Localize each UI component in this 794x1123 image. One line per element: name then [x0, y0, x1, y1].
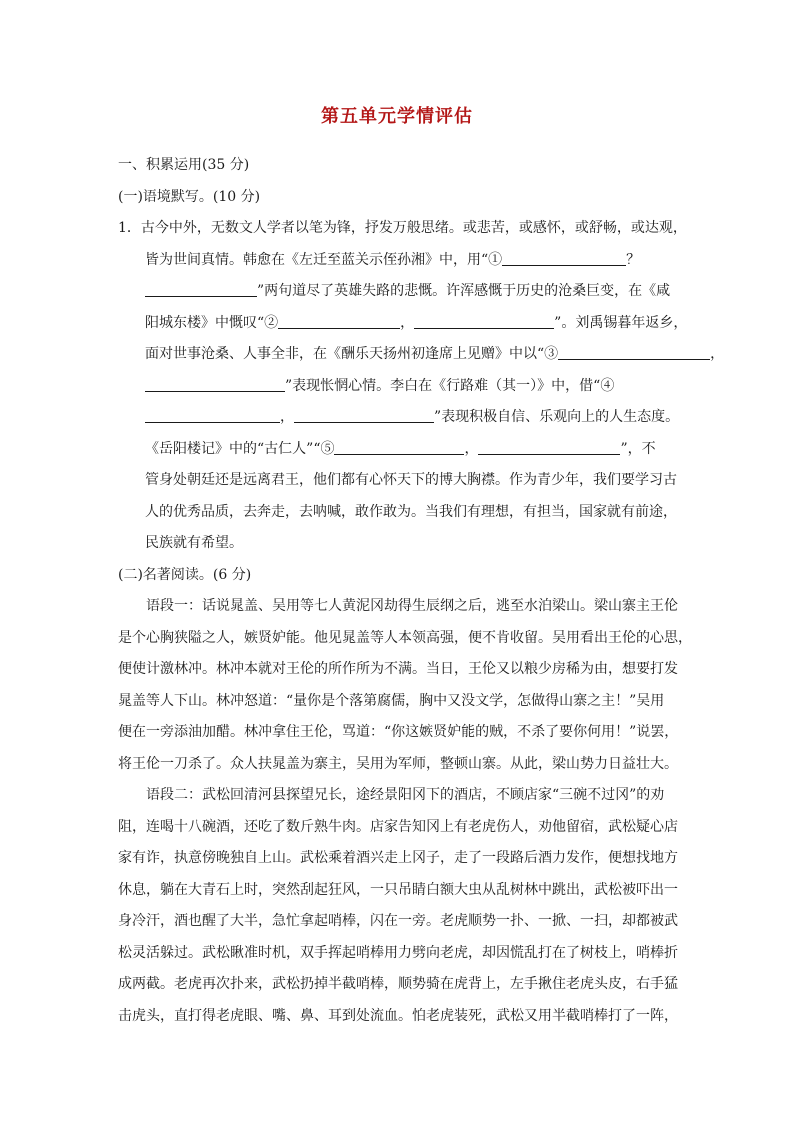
- answer-blank[interactable]: [145, 282, 257, 297]
- question-line: ， ”表现积极自信、乐观向上的人生态度。: [0, 402, 794, 434]
- passage-line: 便在一旁添油加醋。林冲拿住王伦，骂道：“你这嫉贤妒能的贼，不杀了要你何用！”说罢，: [118, 724, 679, 740]
- passage-line: 便使计激林冲。林冲本就对王伦的所作所为不满。当日，王伦又以粮少房稀为由，想要打发: [118, 661, 678, 677]
- page-title: 第五单元学情评估: [321, 106, 473, 127]
- answer-blank[interactable]: [145, 408, 280, 423]
- answer-blank[interactable]: [558, 345, 710, 360]
- question-line: ”表现怅惘心情。李白在《行路难（其一）》中，借“④: [0, 371, 794, 403]
- passage-line: 松灵活躲过。武松瞅准时机，双手挥起哨棒用力劈向老虎，却因慌乱打在了树枝上，哨棒折: [118, 944, 678, 961]
- passage-line: 语段一：话说晁盖、吴用等七人黄泥冈劫得生辰纲之后，逃至水泊梁山。梁山寨主王伦: [146, 598, 678, 614]
- question-line: 管身处朝廷还是远离君王，他们都有心怀天下的博大胸襟。作为青少年，我们要学习古: [145, 472, 677, 488]
- answer-blank[interactable]: [502, 251, 626, 266]
- passage-line: 将王伦一刀杀了。众人扶晁盖为寨主，吴用为军师，整顿山寨。从此，梁山势力日益壮大。: [118, 755, 678, 772]
- question-line: 面对世事沧桑、人事全非，在《酬乐天扬州初逢席上见赠》中以“③ ，: [145, 346, 725, 362]
- section-heading: 一、积累运用(35 分): [118, 157, 250, 173]
- passage-line: 成两截。老虎再次扑来，武松扔掉半截哨棒，顺势骑在虎背上，左手揪住老虎头皮，右手猛: [118, 976, 678, 992]
- question-line: 《岳阳楼记》中的“古仁人”“⑤ ， ”，不: [145, 440, 656, 457]
- passage-2: [0, 780, 794, 1032]
- passage-line: 身冷汗，酒也醒了大半，急忙拿起哨棒，闪在一旁。老虎顺势一扑、一掀、一扫，却都被武: [118, 913, 678, 929]
- answer-blank[interactable]: [278, 314, 400, 329]
- answer-blank[interactable]: [334, 440, 464, 455]
- question-line: ”两句道尽了英雄失路的悲慨。许浑感慨于历史的沧桑巨变，在《咸: [0, 276, 794, 308]
- passage-line: 是个心胸狭隘之人，嫉贤妒能。他见晁盖等人本领高强，便不肯收留。吴用看出王伦的心思，: [118, 629, 692, 646]
- subsection-heading-dictation: (一)语境默写。(10 分): [118, 188, 261, 205]
- passage-line: 家有诈，执意傍晚独自上山。武松乘着酒兴走上冈子，走了一段路后酒力发作，便想找地方: [118, 850, 678, 866]
- question-line: 皆为世间真情。韩愈在《左迁至蓝关示侄孙湘》中，用“① ？: [145, 251, 641, 268]
- passage-line: 阻，连喝十八碗酒，还吃了数斤熟牛肉。店家告知冈上有老虎伤人，劝他留宿，武松疑心店: [118, 818, 678, 835]
- answer-blank[interactable]: [294, 408, 434, 423]
- question-line: 阳城东楼》中慨叹“② ， ”。刘禹锡暮年返乡，: [145, 314, 688, 331]
- subsection-heading-reading: (二)名著阅读。(6 分): [118, 566, 252, 583]
- answer-blank[interactable]: [145, 377, 285, 392]
- question-1: [0, 213, 794, 560]
- passage-line: 休息，躺在大青石上时，突然刮起狂风，一只吊睛白额大虫从乱树林中跳出，武松被吓出一: [118, 881, 678, 898]
- passage-1: [0, 591, 794, 780]
- passage-line: 语段二：武松回清河县探望兄长，途经景阳冈下的酒店，不顾店家“三碗不过冈”的劝: [146, 787, 665, 803]
- question-line: 民族就有希望。: [145, 535, 243, 551]
- passage-line: 晁盖等人下山。林冲怒道：“量你是个落第腐儒，胸中又没文学，怎做得山寨之主！”吴用: [118, 692, 665, 709]
- answer-blank[interactable]: [478, 440, 620, 455]
- answer-blank[interactable]: [414, 314, 554, 329]
- passage-line: 击虎头，直打得老虎眼、嘴、鼻、耳到处流血。怕老虎装死，武松又用半截哨棒打了一阵，: [118, 1007, 678, 1024]
- question-line: 1．古今中外，无数文人学者以笔为锋，抒发万般思绪。或悲苦，或感怀，或舒畅，或达观，: [118, 220, 687, 236]
- question-line: 人的优秀品质，去奔走，去呐喊，敢作敢为。当我们有理想，有担当，国家就有前途，: [145, 503, 677, 520]
